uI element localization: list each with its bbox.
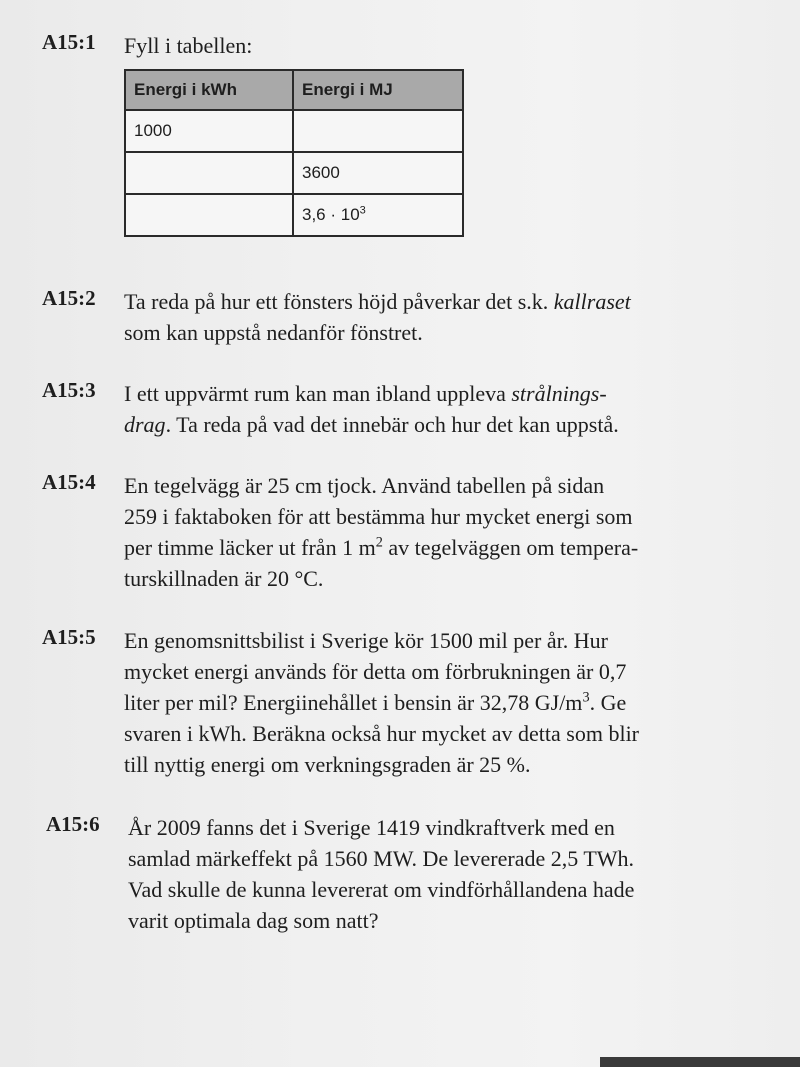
exercise-text: samlad märkeffekt på 1560 MW. De levererade 2,5 TWh. xyxy=(128,846,635,871)
exercise-a15-6 xyxy=(46,812,746,936)
table-header: Energi i kWh xyxy=(125,70,293,110)
table-cell xyxy=(293,194,463,236)
table-row xyxy=(125,110,463,152)
exercise-number: A15:1 xyxy=(42,30,96,54)
exercise-text: En tegelvägg är 25 cm tjock. Använd tabellen på sidan xyxy=(124,473,605,498)
exercise-text: per timme läcker ut från 1 $m^2$ av tegelväggen om tempera- xyxy=(124,534,639,560)
exercise-text: Ta reda på hur ett fönsters höjd påverkar det s.k. kallraset xyxy=(124,289,631,314)
exercise-number: A15:3 xyxy=(42,378,96,402)
table-header: Energi i MJ xyxy=(293,70,463,110)
exercise-number: A15:2 xyxy=(42,286,96,310)
exercise-a15-5 xyxy=(42,625,742,780)
exercise-text: År 2009 fanns det i Sverige 1419 vindkraftverk med en xyxy=(128,815,615,840)
table-row xyxy=(125,194,463,236)
exercise-text: turskillnaden är 20 °C. xyxy=(124,566,324,591)
italic-term: drag xyxy=(124,412,166,437)
cell-value: 3,6 · 10 xyxy=(302,205,360,224)
exercise-a15-3 xyxy=(42,378,742,440)
exercise-text: I ett uppvärmt rum kan man ibland uppleva strålnings- xyxy=(124,381,607,406)
exercise-text: som kan uppstå nedanför fönstret. xyxy=(124,320,423,345)
exercise-text: svaren i kWh. Beräkna också hur mycket av detta som blir xyxy=(124,721,640,746)
page-edge-shadow xyxy=(600,1057,800,1067)
exercise-text: drag. Ta reda på vad det innebär och hur det kan uppstå. xyxy=(124,412,619,437)
exercise-text: Vad skulle de kunna levererat om vindförhållandena hade xyxy=(128,877,635,902)
table-header-row xyxy=(125,70,463,110)
exercise-text: mycket energi används för detta om förbrukningen är 0,7 xyxy=(124,659,627,684)
exercise-a15-2 xyxy=(42,286,742,348)
exercise-text: Fyll i tabellen: xyxy=(124,33,253,58)
exercise-text: varit optimala dag som natt? xyxy=(128,908,379,933)
exercise-number: A15:5 xyxy=(42,625,96,649)
exercise-text: En genomsnittsbilist i Sverige kör 1500 mil per år. Hur xyxy=(124,628,608,653)
exercise-number: A15:4 xyxy=(42,470,96,494)
exercise-a15-1 xyxy=(42,30,742,61)
exercise-a15-4 xyxy=(42,470,742,594)
table-cell xyxy=(125,194,293,236)
table-cell: 1000 xyxy=(125,110,293,152)
table-cell: 3600 xyxy=(293,152,463,194)
italic-term: kallraset xyxy=(553,289,631,314)
table-cell xyxy=(125,152,293,194)
italic-term: strålnings- xyxy=(511,381,607,406)
exercise-text: liter per mil? Energiinehållet i bensin är 32,78 $GJ/m^3$. Ge xyxy=(124,689,627,715)
exercise-text: till nyttig energi om verkningsgraden är 25 %. xyxy=(124,752,531,777)
cell-exponent: 3 xyxy=(359,204,366,217)
table-cell xyxy=(293,110,463,152)
energy-table xyxy=(124,69,464,237)
table-row xyxy=(125,152,463,194)
exercise-text: 259 i faktaboken för att bestämma hur mycket energi som xyxy=(124,504,633,529)
exercise-number: A15:6 xyxy=(46,812,100,836)
